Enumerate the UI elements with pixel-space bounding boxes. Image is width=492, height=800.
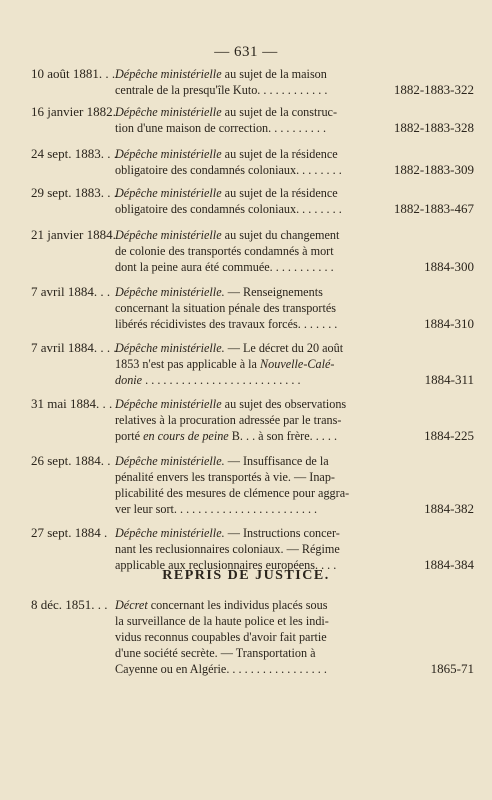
entry-date: 16 janvier 1882. bbox=[31, 104, 116, 119]
entry-text-line: Décret concernant les individus placés sous bbox=[115, 598, 328, 612]
entry-text-line: Dépêche ministérielle au sujet de la construc- bbox=[115, 105, 338, 119]
entry-reference: 1882-1883-328 bbox=[393, 120, 474, 135]
entry-reference: 1882-1883-467 bbox=[393, 201, 474, 216]
entry-date: 26 sept. 1884. . bbox=[31, 453, 111, 468]
entry-text-line: obligatoire des condamnés coloniaux. . . . . . . . bbox=[115, 202, 342, 216]
entry-reference: 1882-1883-322 bbox=[393, 82, 474, 97]
entry-date: 8 déc. 1851. . . bbox=[31, 597, 108, 612]
entry-text-line: ver leur sort. . . . . . . . . . . . . . . . . . . . . . . . bbox=[115, 502, 318, 516]
entry-text-line: Dépêche ministérielle au sujet de la résidence bbox=[115, 186, 338, 200]
entry-text-line: de colonie des transportés condamnés à mort bbox=[115, 244, 334, 258]
entry-date: 29 sept. 1883. . . bbox=[31, 185, 117, 200]
entry-date: 7 avril 1884. . . bbox=[31, 284, 111, 299]
entry-text-line: Cayenne ou en Algérie. . . . . . . . . . . . . . . . . bbox=[115, 662, 327, 676]
entry-reference: 1884-310 bbox=[424, 316, 474, 331]
entry-text-line: Dépêche ministérielle. — Renseignements bbox=[115, 285, 323, 299]
entry-text-line: applicable aux reclusionnaires européens. . . . bbox=[115, 558, 337, 572]
entry-text-line: d'une société secrète. — Transportation à bbox=[115, 646, 316, 660]
entry-text-line: concernant la situation pénale des transportés bbox=[115, 301, 336, 315]
entry-date: 7 avril 1884. . . . bbox=[31, 340, 117, 355]
entry-text-line: tion d'une maison de correction. . . . . . . . . . bbox=[115, 121, 327, 135]
entry-date: 21 janvier 1884. bbox=[31, 227, 116, 242]
entry-text-line: 1853 n'est pas applicable à la Nouvelle-Calé- bbox=[115, 357, 335, 371]
entry-date: 10 août 1881. . . bbox=[31, 66, 116, 81]
entry-text-line: centrale de la presqu'île Kuto. . . . . . . . . . . . bbox=[115, 83, 328, 97]
entry-text-line: la surveillance de la haute police et les indi- bbox=[115, 614, 329, 628]
entry-text-line: plicabilité des mesures de clémence pour aggra- bbox=[115, 486, 350, 500]
entry-text-line: porté en cours de peine B. . . à son frère. . . . . bbox=[115, 429, 338, 443]
entry-text-line: Dépêche ministérielle au sujet de la résidence bbox=[115, 147, 338, 161]
entry-text-line: libérés récidivistes des travaux forcés. . . . . . . bbox=[115, 317, 338, 331]
entry-text-line: relatives à la procuration adressée par le trans- bbox=[115, 413, 342, 427]
entry-text-line: dont la peine aura été commuée. . . . . . . . . . . bbox=[115, 260, 334, 274]
entry-reference: 1865-71 bbox=[430, 661, 474, 676]
entry-reference: 1884-384 bbox=[424, 557, 474, 572]
entry-text-line: Dépêche ministérielle. — Instructions concer- bbox=[115, 526, 340, 540]
entry-text-line: vidus reconnus coupables d'avoir fait partie bbox=[115, 630, 327, 644]
list-item bbox=[0, 340, 492, 400]
entry-text-line: Dépêche ministérielle au sujet des observations bbox=[115, 397, 347, 411]
entry-date: 31 mai 1884. . . bbox=[31, 396, 113, 411]
list-item bbox=[0, 396, 492, 456]
entry-text-line: Dépêche ministérielle au sujet de la maison bbox=[115, 67, 327, 81]
entry-date: 24 sept. 1883. . . bbox=[31, 146, 117, 161]
page-number: — 631 — bbox=[214, 44, 278, 60]
entry-reference: 1884-382 bbox=[424, 501, 474, 516]
entry-reference: 1884-300 bbox=[424, 259, 474, 274]
entry-text-line: Dépêche ministérielle au sujet du changement bbox=[115, 228, 340, 242]
entry-text-line: donie . . . . . . . . . . . . . . . . . . . . . . . . . . bbox=[115, 373, 301, 387]
entry-text-line: obligatoire des condamnés coloniaux. . . . . . . . bbox=[115, 163, 342, 177]
entry-reference: 1884-225 bbox=[424, 428, 474, 443]
section-heading: REPRIS DE JUSTICE. bbox=[162, 568, 330, 583]
entry-text-line: Dépêche ministérielle. — Insuffisance de la bbox=[115, 454, 329, 468]
entry-reference: 1884-311 bbox=[424, 372, 474, 387]
entry-reference: 1882-1883-309 bbox=[393, 162, 474, 177]
list-item bbox=[0, 453, 492, 516]
list-item bbox=[0, 597, 492, 687]
entry-text-line: Dépêche ministérielle. — Le décret du 20 août bbox=[115, 341, 344, 355]
entry-text-line: nant les reclusionnaires coloniaux. — Régime bbox=[115, 542, 340, 556]
entry-date: 27 sept. 1884 . bbox=[31, 525, 108, 540]
entry-text-line: pénalité envers les transportés à vie. — Inap- bbox=[115, 470, 335, 484]
list-item bbox=[0, 284, 492, 344]
list-item bbox=[0, 227, 492, 287]
